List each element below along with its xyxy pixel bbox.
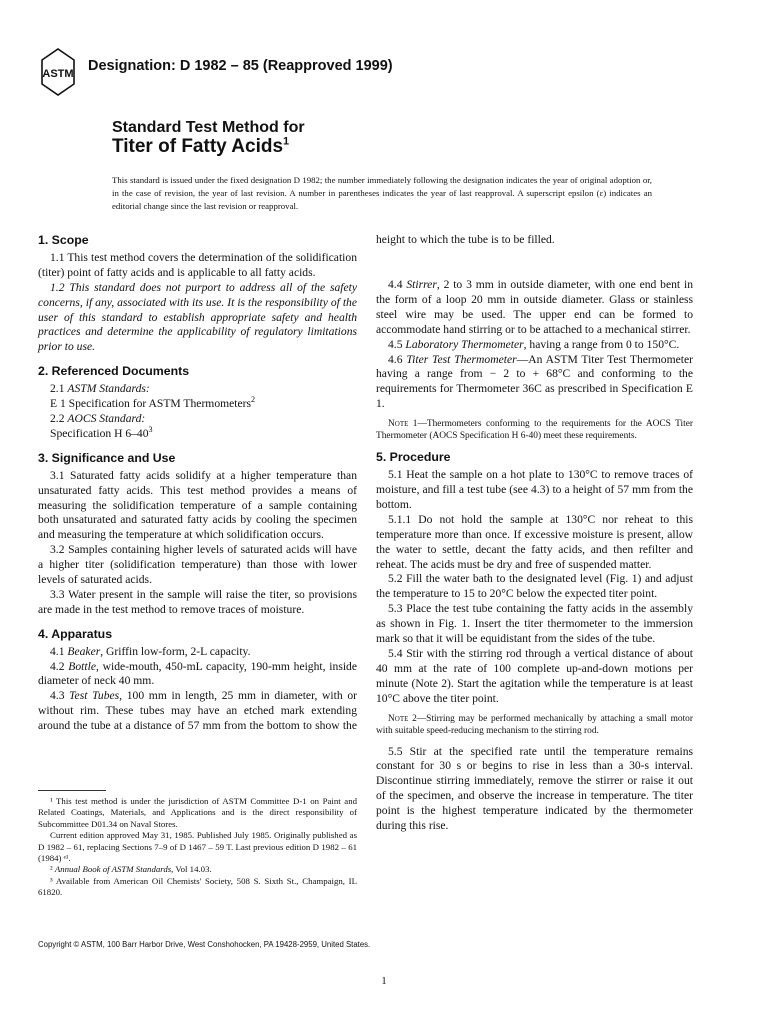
section-heading: 1. Scope <box>38 233 89 247</box>
footnote: ² Annual Book of ASTM Standards, Vol 14.03. <box>50 864 212 875</box>
section-scope <box>38 233 357 355</box>
right-column <box>376 233 693 834</box>
footnote: ¹ This test method is under the jurisdiction of ASTM Committee D-1 on Paint and Related Coatings, Materials, and Applications and is the direct responsibility of Subcommittee D01.34 on Naval Stores. <box>38 796 357 829</box>
note-1: Note 1—Thermometers conforming to the requirements for the AOCS Titer Thermometer (AOCS Specification H 6-40) meet these requirements. <box>376 419 693 442</box>
section-apparatus <box>38 627 357 734</box>
paragraph: 5.5 Stir at the specified rate until the temperature remains constant for 30 s or begins to rise in less than a 30-s interval. Discontinue stirring immediately, remove the stirrer or raise it out of the specimen, and observe the increase in temperature. The titer point is the highest temperature indicated by the thermometer during this rise. <box>376 744 693 833</box>
section-significance <box>38 451 357 618</box>
footnotes <box>38 796 357 899</box>
note-2: Note 2—Stirring may be performed mechanically by attaching a small motor with suitable speed-reducing mechanism to the stirring rod. <box>376 713 693 736</box>
page-number: 1 <box>381 975 387 987</box>
footnote: ³ Available from American Oil Chemists' Society, 508 S. Sixth St., Champaign, IL 61820. <box>38 875 357 898</box>
paragraph: 4.5 Laboratory Thermometer, having a range from 0 to 150°C. <box>388 337 680 351</box>
paragraph: 3.1 Saturated fatty acids solidify at a higher temperature than unsaturated fatty acids. This test method provides a means of measuring the solidification temperature of a sample containing both unsaturated and saturated fatty acids by cooling the specimen and measuring the temperature at which solidification occurs. <box>38 468 357 542</box>
list-item: 2.1 ASTM Standards: <box>50 382 150 396</box>
paragraph: 4.1 Beaker, Griffin low-form, 2-L capacity. <box>50 644 251 658</box>
section-heading: 3. Significance and Use <box>38 450 176 465</box>
copyright: Copyright © ASTM, 100 Barr Harbor Drive, West Conshohocken, PA 19428-2959, United States. <box>38 940 371 949</box>
paragraph: 1.2 This standard does not purport to address all of the safety concerns, if any, associated with its use. It is the responsibility of the user of this standard to establish appropriate safety and health practices and determine the applicability of regulatory limitations prior to use. <box>38 280 357 354</box>
section-referenced-documents <box>38 364 357 442</box>
paragraph: 5.1.1 Do not hold the sample at 130°C nor reheat to this temperature more than once. If excessive moisture is present, allow the water to settle, decant the fatty acids, and then refilter and reheat. The acids must be dry and free of suspended matter. <box>376 512 693 571</box>
title-text: Titer of Fatty Acids <box>112 136 284 157</box>
paragraph: 4.2 Bottle, wide-mouth, 450-mL capacity, 190-mm height, inside diameter of neck 40 mm. <box>38 659 357 688</box>
section-heading: 5. Procedure <box>376 450 451 465</box>
section-procedure <box>376 450 693 834</box>
list-item: E 1 Specification for ASTM Thermometers$^2$ <box>50 395 256 411</box>
title-line-1: Standard Test Method for <box>112 119 305 136</box>
title-footnote-ref: 1 <box>283 135 290 148</box>
paragraph-continuation: height to which the tube is to be filled. <box>376 233 555 247</box>
paragraph: 5.3 Place the test tube containing the fatty acids in the assembly as shown in Fig. 1. Insert the titer thermometer to the immersion mark so that it will be equidistant from the sides of the tube. <box>376 602 693 646</box>
paragraph: 1.1 This test method covers the determination of the solidification (titer) point of fatty acids and is applicable to all fatty acids. <box>38 250 357 279</box>
section-heading: 4. Apparatus <box>38 626 113 641</box>
footnote-rule <box>38 790 106 791</box>
apparatus-continued <box>376 233 693 278</box>
designation: Designation: D 1982 – 85 (Reapproved 1999) <box>88 58 393 74</box>
paragraph: 5.4 Stir with the stirring rod through a vertical distance of about 40 mm at the rate of 100 complete up-and-down motions per minute (Note 2). Start the agitation while the temperature is at least 10°C above the titer point. <box>376 646 693 705</box>
paragraph: 4.4 Stirrer, 2 to 3 mm in outside diameter, with one end bent in the form of a loop 20 mm in outside diameter. Glass or stainless steel wire may be used. The upper end can be formed to accommodate hand stirring or to be attached to a mechanical stirrer. <box>376 278 693 336</box>
paragraph: 3.3 Water present in the sample will raise the titer, so provisions are made in the test method to remove traces of moisture. <box>38 587 357 616</box>
astm-logo <box>38 46 78 98</box>
paragraph: 4.6 Titer Test Thermometer—An ASTM Titer Test Thermometer having a range from − 2 to + 68°C and conforming to the requirements for Thermometer 36C as prescribed in Specification E 1. <box>376 352 693 411</box>
list-item: 2.2 AOCS Standard: <box>50 411 146 425</box>
left-column <box>38 233 357 733</box>
paragraph: 5.2 Fill the water bath to the designated level (Fig. 1) and adjust the temperature to 15 to 20°C below the expected titer point. <box>376 572 693 601</box>
logo-text: ASTM <box>42 68 74 80</box>
list-item: Specification H $6-40^3$ <box>50 425 153 440</box>
section-heading: 2. Referenced Documents <box>38 364 190 379</box>
title-line-2 <box>112 136 289 158</box>
paragraph: 5.1 Heat the sample on a hot plate to 130°C to remove traces of moisture, and fill a test tube (see 4.3) to a height of 57 mm from the bottom. <box>376 468 693 511</box>
issuance-notice: This standard is issued under the fixed designation D 1982; the number immediately following the designation indicates the year of original adoption or, in the case of revision, the year of last revision. A number in parentheses indicates the year of last reapproval. A superscript epsilon (ε) indicates an editorial change since the last revision or reapproval. <box>112 175 652 211</box>
footnote: Current edition approved May 31, 1985. Published July 1985. Originally published as D 1982 – 61, replacing Sections 7–9 of D 1467 – 59 T. Last previous edition D 1982 – 61 (1984) ᵉ¹. <box>38 830 357 864</box>
paragraph-continued: 4.3 Test Tubes, 100 mm in length, 25 mm in diameter, with or without rim. These tubes may have an etched mark extending around the tube at a distance of 57 mm from the bottom to show the <box>38 689 357 733</box>
paragraph: 3.2 Samples containing higher levels of saturated acids will have a higher titer (solidification temperature) than those with lower levels of saturated acids. <box>38 543 357 587</box>
